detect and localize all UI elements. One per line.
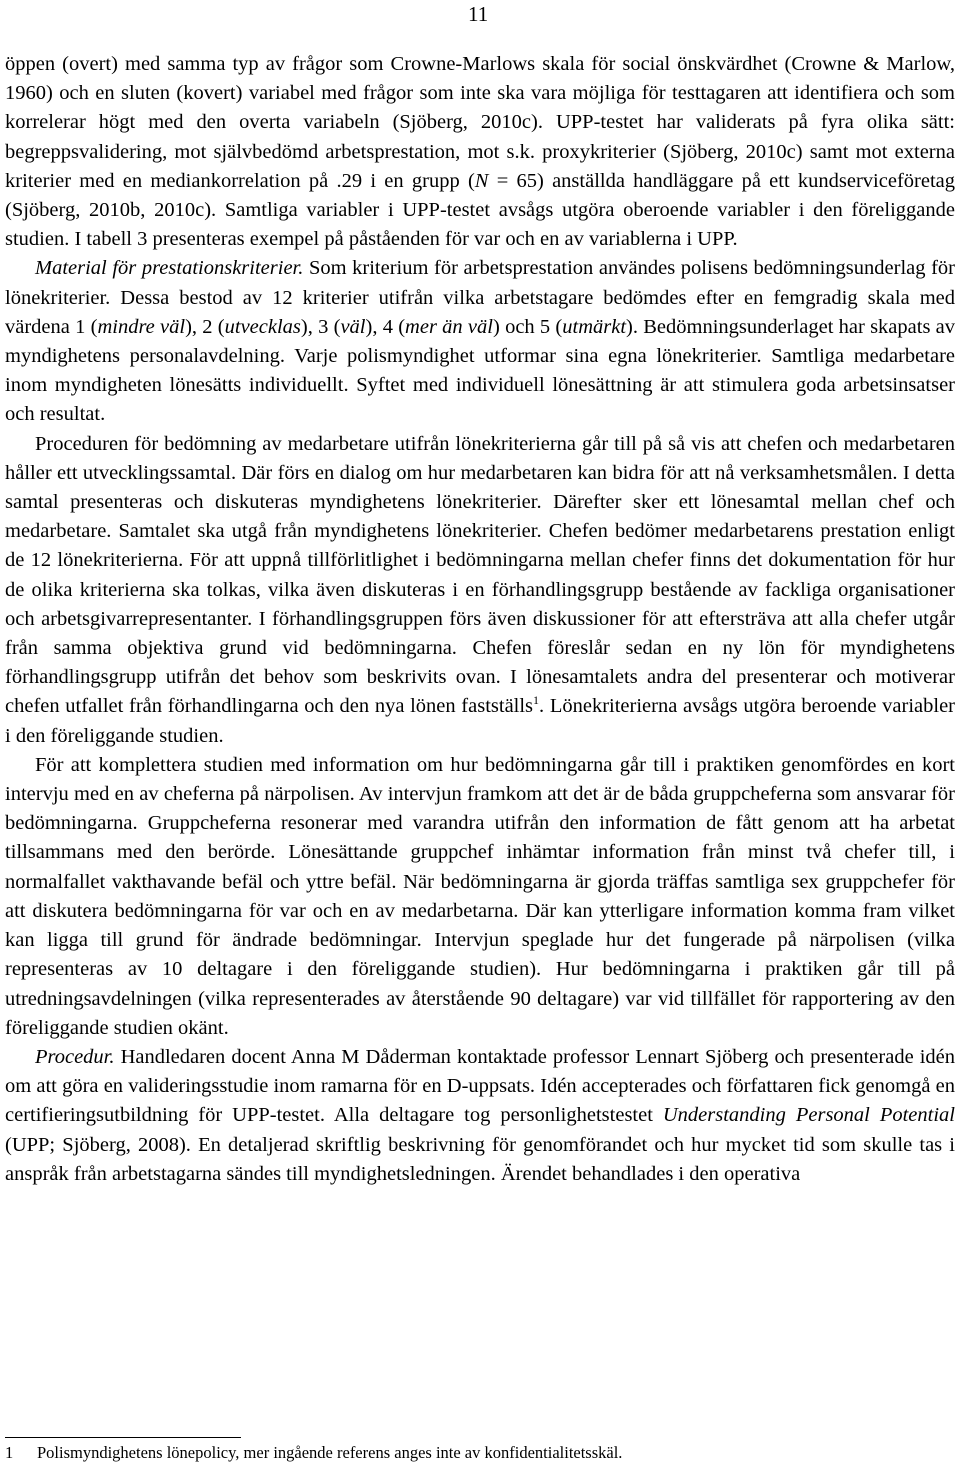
- text-run: ), 2 (: [185, 315, 225, 338]
- body-text: [5, 50, 955, 1189]
- text-run: Som kriterium för arbetsprestation användes polisens bedömningsunderlag för lönekriterier. Dessa bestod av 12 kriterier utifrån vilka arbetstagare bedömdes efter en femgradig skala med värdena 1 (: [5, 257, 955, 338]
- footnote: [5, 1442, 955, 1464]
- italic-run: utvecklas: [224, 315, 301, 338]
- italic-run: N: [474, 169, 489, 192]
- italic-run: Understanding Personal Potential: [662, 1104, 955, 1127]
- text-run: För att komplettera studien med information om hur bedömningarna går till i praktiken genomfördes en kort intervju med en av cheferna på närpolisen. Av intervjun framkom att det är de båda gruppcheferna som ansvarar för bedömningarna. Gruppcheferna resonerar med varandra utifrån den information de fått genom att ha arbetat tillsammans med den berörde. Lönesättande gruppchef inhämtar information från minst två chefer till, i normalfallet vakthavande befäl och yttre befäl. När bedömningarna är gjorda träffas samtliga sex gruppchefer för att diskutera bedömningarna för var och en av medarbetarna. Där kan ytterligare information komma fram vilket kan ligga till grund för ändrade bedömningar. Intervjun speglade hur det fungerade på närpolisen (vilka representeras av 10 deltagare i den föreliggande studien). Hur bedömningarna i praktiken går till på utredningsavdelningen (vilka representerades av återstående 90 deltagare) var vid tillfället för rapportering av den föreliggande studien okänt.: [5, 753, 955, 1039]
- paragraph: [5, 50, 955, 254]
- text-run: ), 4 (: [365, 315, 406, 338]
- italic-run: väl: [340, 315, 366, 338]
- footnote-number: 1: [5, 1443, 14, 1462]
- text-run: ) och 5 (: [492, 315, 563, 338]
- italic-run: Procedur.: [35, 1045, 115, 1068]
- italic-run: mer än väl: [405, 315, 493, 338]
- italic-run: utmärkt: [562, 315, 627, 338]
- footnote-text: Polismyndighetens lönepolicy, mer ingående referens anges inte av konfidentialitetsskäl.: [37, 1443, 623, 1462]
- text-run: Proceduren för bedömning av medarbetare utifrån lönekriterierna går till på så vis att chefen och medarbetaren håller ett utvecklingssamtal. Där förs en dialog om hur medarbetaren kan bidra för att nå verksamhetsmålen. I detta samtal presenteras och diskuteras myndighetens lönekriterier. Därefter sker ett lönesamtal mellan chef och medarbetare. Samtalet ska utgå från myndighetens lönekriterier. Chefen bedömer medarbetarens prestation enligt de 12 lönekriterierna. För att uppnå tillförlitlighet i bedömningarna mellan chefer finns det dokumentation för hur de olika kriterierna ska tolkas, vilka även diskuteras i en förhandlingsgrupp bestående av fackliga organisationer och arbetsgivarrepresentanter. I förhandlingsgruppen förs även diskussioner för att eftersträva att alla chefer utgår från samma objektiva grund vid bedömningarna. Chefen föreslår sedan en ny lön för myndighetens förhandlingsgrupp utifrån det behov som beskrivits ovan. I lönesamtalets andra del presenterar och motiverar chefen utfallet från förhandlingarna och den nya lönen fastställs: [5, 432, 955, 718]
- text-run: = 65) anställda handläggare på ett kundserviceföretag (Sjöberg, 2010b, 2010c). Samtliga variabler i UPP-testet avsågs utgöra oberoende variabler i den föreliggande studien. I tabell 3 presenteras exempel på påståenden för var och en av variablerna i UPP.: [5, 169, 955, 251]
- footnote-divider: [5, 1437, 241, 1438]
- italic-run: Material för prestationskriterier.: [35, 257, 304, 280]
- text-run: ). Bedömningsunderlaget har skapats av myndighetens personalavdelning. Varje polismyndighet utformar sina egna lönekriterier. Samtliga medarbetare inom myndigheten lönesätts individuellt. Syftet med individuell lönesättning är att stimulera goda arbetsinsatser och resultat.: [5, 315, 956, 426]
- page-number: 11: [468, 2, 489, 26]
- paragraph: [5, 254, 955, 429]
- italic-run: mindre väl: [97, 315, 186, 338]
- paragraph: [5, 751, 955, 1043]
- text-run: öppen (overt) med samma typ av frågor som Crowne-Marlows skala för social önskvärdhet (Crowne & Marlow, 1960) och en sluten (kovert) variabel med frågor som inte ska vara möjliga för testtagaren att identifiera och som korrelerar högt med den overta variabeln (Sjöberg, 2010c). UPP-testet har validerats på fyra olika sätt: begreppsvalidering, mot självbedömd arbetsprestation, mot s.k. proxykriterier (Sjöberg, 2010c) samt mot externa kriterier med en mediankorrelation på .29 i en grupp (: [5, 53, 955, 192]
- paragraph: [5, 430, 955, 751]
- text-run: (UPP; Sjöberg, 2008). En detaljerad skriftlig beskrivning för genomförandet och hur mycket tid som skulle tas i anspråk från arbetstagarna sändes till myndighetsledningen. Ärendet behandlades i den operativa: [5, 1133, 955, 1185]
- paragraph: [5, 1043, 955, 1189]
- text-run: ), 3 (: [300, 315, 341, 338]
- footnote-ref: 1: [533, 693, 540, 708]
- text-run: Handledaren docent Anna M Dåderman kontaktade professor Lennart Sjöberg och presenterade idén om att göra en valideringsstudie inom ramarna för en D-uppsats. Idén accepterades och författaren fick genomgå en certifieringsutbildning för UPP-testet. Alla deltagare tog personlighetstestet: [5, 1045, 955, 1127]
- text-run: . Lönekriterierna avsågs utgöra beroende variabler i den föreliggande studien.: [5, 695, 955, 747]
